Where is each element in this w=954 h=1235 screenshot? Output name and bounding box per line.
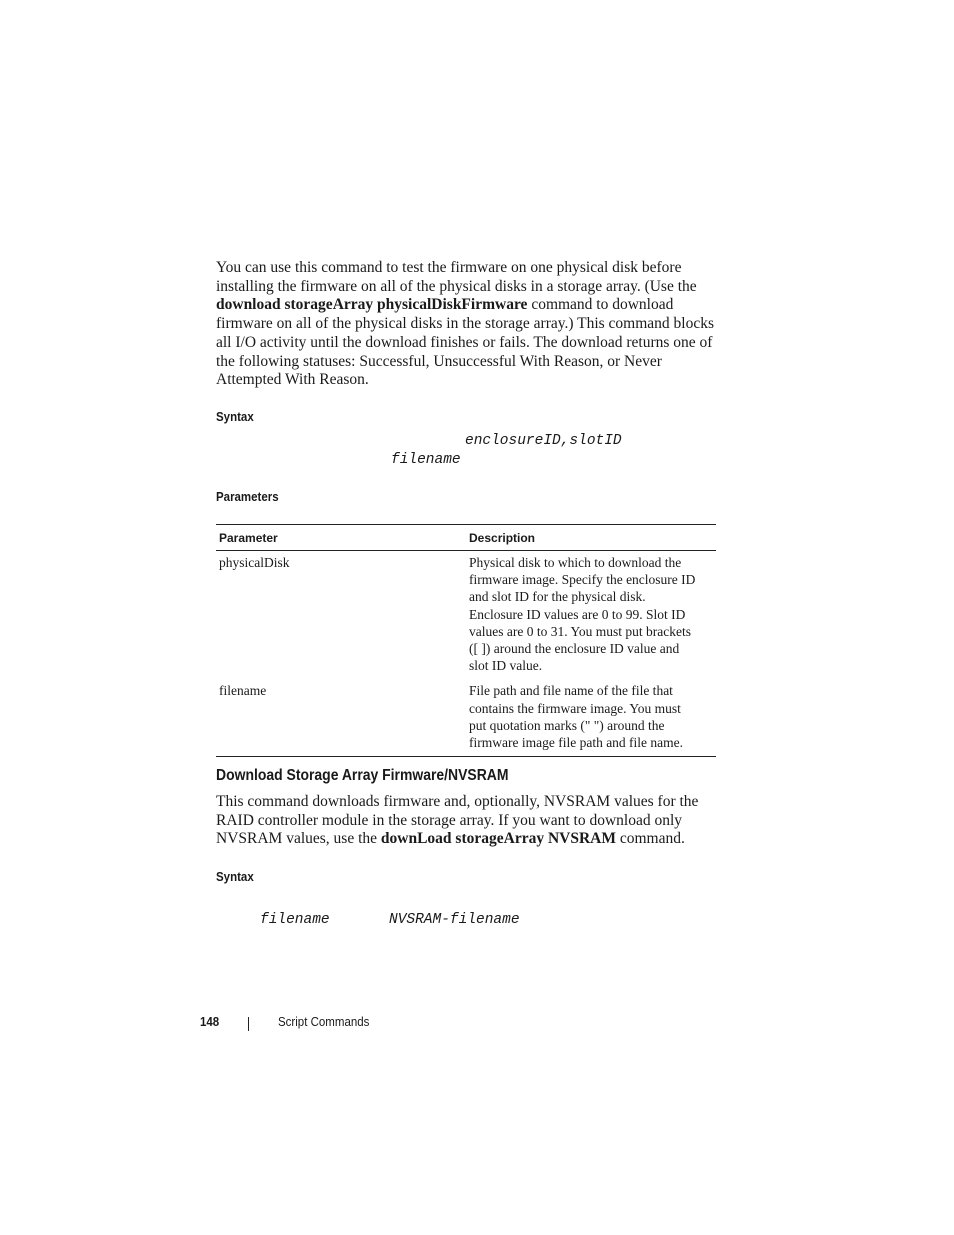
footer-section-name: Script Commands [278,1015,370,1029]
intro-paragraph [216,259,716,390]
desc-line: File path and file name of the file that [469,683,673,699]
desc-line: firmware image. Specify the enclosure ID [469,572,696,588]
param-name: filename [219,683,267,699]
desc-line: contains the firmware image. You must [469,700,681,716]
syntax-label-1: Syntax [216,410,254,424]
desc-line: and slot ID for the physical disk. [469,589,646,605]
section-text-1: This command downloads firmware and, optionally, NVSRAM values for the RAID controller module in the storage array. If you want to download only NVSRAM values, use the [216,793,699,848]
section-text-2: command. [615,830,685,848]
table-row [216,674,716,756]
param-description [466,554,716,674]
syntax-label-2: Syntax [216,870,254,884]
table-header [216,525,716,551]
desc-line: slot ID value. [469,658,543,674]
header-parameter: Parameter [219,530,278,545]
parameters-label: Parameters [216,490,279,504]
table-row [216,551,716,674]
section-command-name: downLoad storageArray NVSRAM [380,830,616,848]
desc-line: put quotation marks (" ") around the [469,717,665,733]
syntax-arg-filename: filename [391,452,461,468]
section-paragraph [216,793,716,849]
syntax-arg-enclosure-slot: enclosureID,slotID [465,433,622,449]
param-name: physicalDisk [219,555,290,570]
intro-command-name: download storageArray physicalDiskFirmware [216,296,528,314]
page-number: 148 [200,1015,220,1029]
section-heading: Download Storage Array Firmware/NVSRAM [216,767,509,784]
syntax-arg-filename-2: filename [260,912,330,928]
intro-text-2: command to download firmware on all of the physical disks in the storage array.) This command blocks all I/O activity until the download finishes or fails. The download returns one of the following statuses: Successful, Unsuccessful With Reason, or Never Attempted With Reason. [216,296,715,389]
parameters-table [216,524,716,757]
param-description [466,682,716,751]
desc-line: values are 0 to 31. You must put brackets [469,623,691,639]
desc-line: Physical disk to which to download the [469,555,682,570]
header-description: Description [469,530,536,545]
desc-line: ([ ]) around the enclosure ID value and [469,641,680,657]
desc-line: Enclosure ID values are 0 to 99. Slot ID [469,606,686,622]
desc-line: firmware image file path and file name. [469,735,684,751]
syntax-arg-nvsram-filename: NVSRAM-filename [389,912,520,928]
intro-text-1: You can use this command to test the firmware on one physical disk before installing the firmware on all of the physical disks in a storage array. (Use the [216,259,697,295]
footer-separator [248,1017,249,1031]
